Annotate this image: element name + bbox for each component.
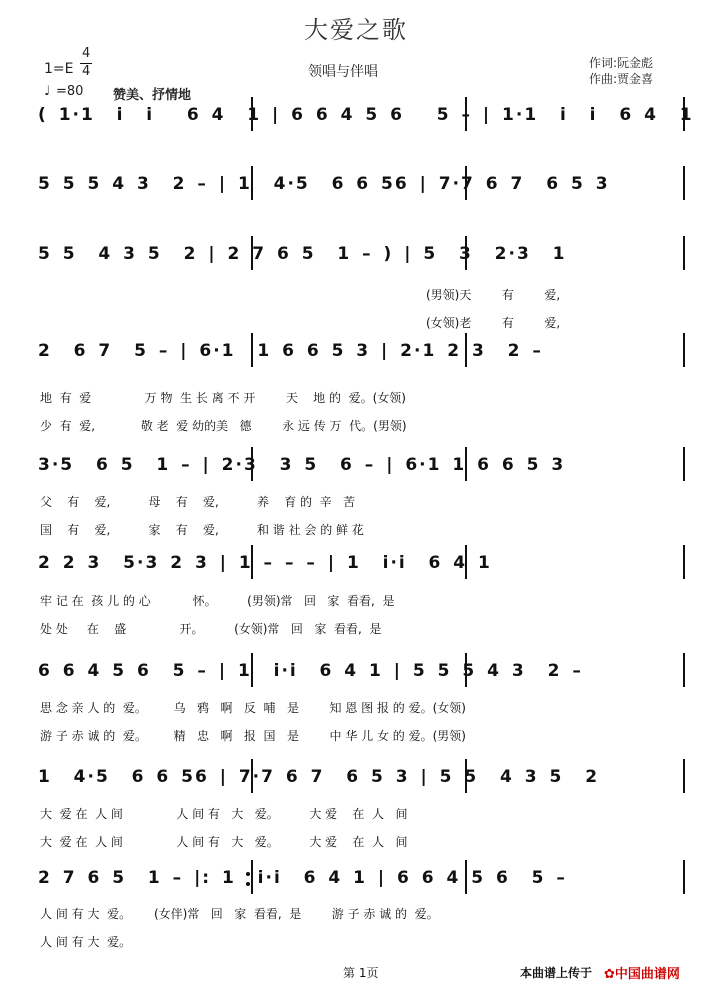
- lyric-line: 大 爱 在 人 间 人 间 有 大 爱。 大 爱 在 人 间: [40, 835, 408, 849]
- lyric-line: 人 间 有 大 爱。: [40, 935, 132, 949]
- lyric-line: (女领)老 有 爱,: [426, 316, 561, 330]
- page-number: 第 1页: [343, 966, 379, 980]
- lyric-line: 地 有 爱 万 物 生 长 离 不 开 天 地 的 爱。(女领): [40, 391, 406, 405]
- site-logo: [604, 963, 680, 982]
- notation-line: 6 6 4 5 6 5 – | 1 i·i 6 4 1 | 5 5 5 4 3 2 –: [38, 661, 583, 681]
- notation-line: 2 2 3 5·3 2 3 | 1 – – – | 1 i·i 6 4 1: [38, 553, 492, 573]
- lyric-line: 牢 记 在 孩 儿 的 心 怀。 (男领)常 回 家 看看, 是: [40, 594, 395, 608]
- lyric-line: 人 间 有 大 爱。 (女伴)常 回 家 看看, 是 游 子 赤 诚 的 爱。: [40, 907, 439, 921]
- lyric-line: 思 念 亲 人 的 爱。 乌 鸦 啊 反 哺 是 知 恩 图 报 的 爱。(女领): [40, 701, 466, 715]
- lyric-line: 处 处 在 盛 开。 (女领)常 回 家 看看, 是: [40, 622, 382, 636]
- lyric-line: 游 子 赤 诚 的 爱。 精 忠 啊 报 国 是 中 华 儿 女 的 爱。(男领): [40, 729, 466, 743]
- expression-marking: 赞美、抒情地: [113, 88, 192, 103]
- notation-line: ( 1·1 i i 6 4 1 | 6 6 4 5 6 5 – | 1·1 i i 6 4 1: [38, 105, 694, 125]
- upload-note: 本曲谱上传于: [520, 966, 593, 980]
- tempo-note-icon: ♩: [44, 84, 51, 99]
- lyric-line: 大 爱 在 人 间 人 间 有 大 爱。 大 爱 在 人 间: [40, 807, 408, 821]
- notation-line: 3·5 6 5 1 – | 2·3 3 5 6 – | 6·1 1 6 6 5 3: [38, 455, 566, 475]
- notation-line: 5 5 5 4 3 2 – | 1 4·5 6 6 56 | 7·7 6 7 6 5 3: [38, 174, 610, 194]
- lyric-line: (男领)天 有 爱,: [426, 288, 561, 302]
- key-signature: 1=E: [44, 61, 74, 77]
- time-signature-numerator: 4: [82, 46, 91, 61]
- composer: 作曲:贾金喜: [589, 72, 654, 86]
- notation-line: 1 4·5 6 6 56 | 7·7 6 7 6 5 3 | 5 5 4 3 5 2: [38, 767, 600, 787]
- subtitle: 领唱与伴唱: [308, 64, 378, 80]
- lyricist: 作词:阮金彪: [589, 56, 654, 70]
- lyric-line: 国 有 爱, 家 有 爱, 和 谐 社 会 的 鲜 花: [40, 523, 364, 537]
- time-signature-denominator: 4: [82, 64, 91, 79]
- song-title: 大爱之歌: [304, 16, 408, 44]
- lyric-line: 父 有 爱, 母 有 爱, 养 育 的 辛 苦: [40, 495, 356, 509]
- logo-icon: ✿: [604, 967, 615, 982]
- lyric-line: 少 有 爱, 敬 老 爱 幼的美 德 永 远 传 万 代。(男领): [40, 419, 407, 433]
- notation-line: 2 7 6 5 1 – |: 1 i·i 6 4 1 | 6 6 4 5 6 5 –: [38, 868, 567, 888]
- tempo-marking: =80: [56, 84, 84, 99]
- site-name: 中国曲谱网: [614, 967, 680, 982]
- notation-line: 2 6 7 5 – | 6·1 1 6 6 5 3 | 2·1 2 3 2 –: [38, 341, 543, 361]
- notation-line: 5 5 4 3 5 2 | 2 7 6 5 1 – ) | 5 3 2·3 1: [38, 244, 567, 264]
